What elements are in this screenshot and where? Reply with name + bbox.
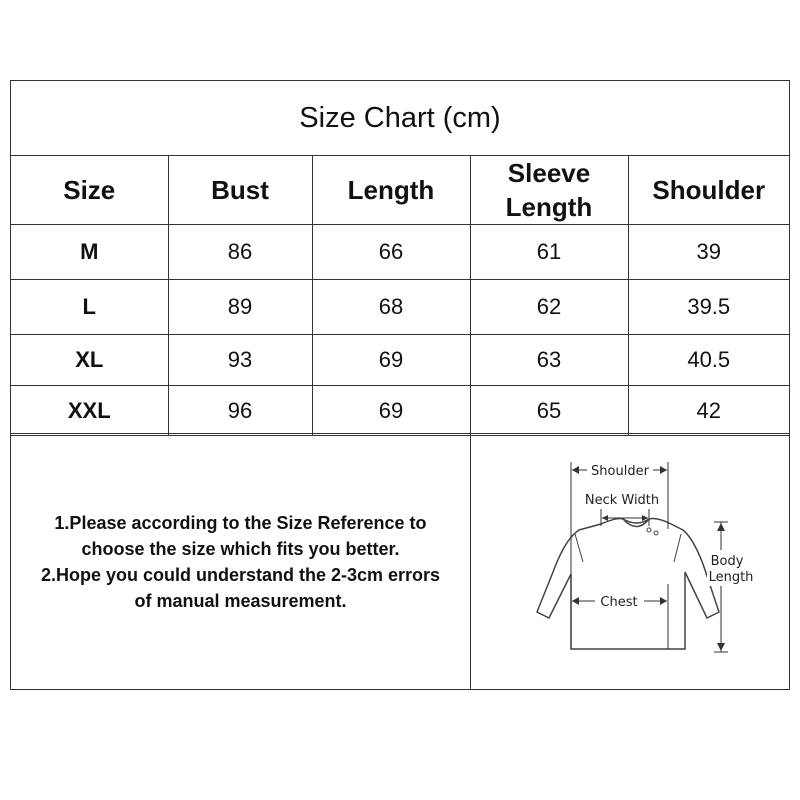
- length-cell: 66: [312, 225, 470, 280]
- table-row: [11, 280, 789, 335]
- size-table: [11, 156, 789, 436]
- bust-cell: 86: [168, 225, 312, 280]
- note-line: 1.Please according to the Size Reference to: [54, 512, 427, 533]
- reference-section: [11, 433, 789, 689]
- bust-cell: 89: [168, 280, 312, 335]
- header-sleeve-text: Sleeve Length: [505, 158, 593, 222]
- shirt-diagram: [471, 434, 789, 689]
- bust-cell: 96: [168, 386, 312, 436]
- body-label: Body: [710, 554, 744, 569]
- shoulder-cell: 42: [628, 386, 789, 436]
- sleeve-cell: 61: [470, 225, 628, 280]
- header-shoulder: Shoulder: [628, 156, 789, 225]
- table-row: [11, 225, 789, 280]
- size-cell: L: [11, 280, 168, 335]
- header-sleeve-length: [470, 156, 628, 225]
- header-row: [11, 156, 789, 225]
- shoulder-label: Shoulder: [591, 464, 649, 479]
- measurement-notes: [11, 434, 471, 689]
- size-chart-sheet: [10, 80, 790, 690]
- length-cell: 69: [312, 335, 470, 386]
- size-cell: M: [11, 225, 168, 280]
- sleeve-cell: 62: [470, 280, 628, 335]
- chest-label: Chest: [600, 595, 638, 610]
- header-length: Length: [312, 156, 470, 225]
- shirt-outline-icon: [537, 519, 719, 649]
- size-cell: XXL: [11, 386, 168, 436]
- sleeve-cell: 65: [470, 386, 628, 436]
- note-line: 2.Hope you could understand the 2-3cm errors: [40, 564, 441, 585]
- length-label: Length: [708, 570, 754, 585]
- length-cell: 69: [312, 386, 470, 436]
- table-row: [11, 386, 789, 436]
- note-line: of manual measurement.: [134, 590, 347, 611]
- bust-cell: 93: [168, 335, 312, 386]
- chart-title: Size Chart (cm): [11, 81, 789, 156]
- table-row: [11, 335, 789, 386]
- length-cell: 68: [312, 280, 470, 335]
- shoulder-cell: 39.5: [628, 280, 789, 335]
- note-line: choose the size which fits you better.: [81, 538, 400, 559]
- size-cell: XL: [11, 335, 168, 386]
- sleeve-cell: 63: [470, 335, 628, 386]
- header-bust: Bust: [168, 156, 312, 225]
- shoulder-cell: 39: [628, 225, 789, 280]
- shoulder-cell: 40.5: [628, 335, 789, 386]
- neck-width-label: Neck Width: [584, 493, 660, 508]
- header-size: Size: [11, 156, 168, 225]
- measurement-diagram: [471, 434, 789, 689]
